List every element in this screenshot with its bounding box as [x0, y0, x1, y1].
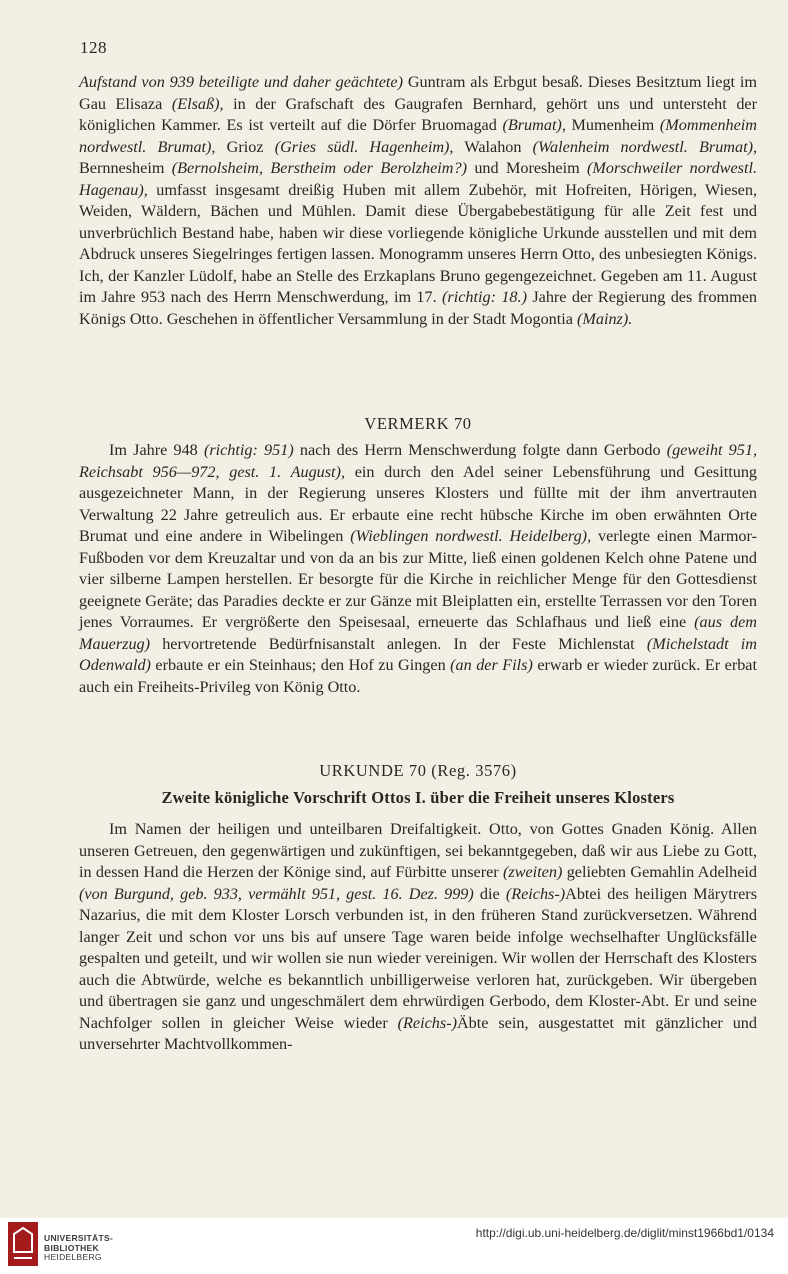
text-run: geliebten Gemahlin Adelheid: [562, 863, 757, 881]
page-number: 128: [80, 38, 107, 57]
paragraph: [79, 819, 757, 1056]
section-heading-vermerk: VERMERK 70: [364, 414, 472, 433]
italic-annotation: (aus dem Mauerzug): [79, 613, 757, 653]
italic-annotation: (von Burgund, geb. 933, vermählt 951, gest. 16. Dez. 999): [79, 884, 474, 903]
italic-annotation: (richtig: 18.): [442, 288, 527, 306]
text-run: ein durch den Adel seiner Lebensführung und Gesittung ausgezeichneter Mann, in der Regierung unseres Klosters und füllte mit der ihm anvertrauten Verwaltung 22 Jahre getreulich aus. Er erbaute eine recht hübsche Kirche im oben erwähnten Orte Brumat und eine andere in Wibelingen: [79, 462, 758, 545]
library-name-line3: HEIDELBERG: [44, 1252, 102, 1262]
text-run: hervortretende Bedürfnisanstalt anlegen. In der Feste Michlenstat: [150, 634, 647, 653]
italic-annotation: (Morschweiler nordwestl. Hagenau),: [79, 159, 757, 199]
paragraph: [79, 72, 757, 330]
section-title: Zweite königliche Vorschrift Ottos I. über die Freiheit unseres Klosters: [161, 788, 675, 807]
paragraph: [79, 440, 757, 698]
italic-annotation: (geweiht 951, Reichsabt 956—972, gest. 1. August),: [79, 441, 757, 481]
italic-annotation: (richtig: 951): [203, 441, 294, 459]
text-paragraph-charter-end: [79, 72, 757, 330]
library-name-line1: UNIVERSITÄTS-: [44, 1233, 114, 1243]
italic-annotation: (Wieblingen nordwestl. Heidelberg),: [350, 527, 592, 545]
text-run: Grioz: [215, 137, 275, 156]
text-run: in der Grafschaft des Gaugrafen Bernhard, gehört uns und untersteht der königlichen Kammer. Es ist verteilt auf die Dörfer Bruomagad: [79, 94, 757, 134]
italic-annotation: (Elsaß),: [171, 94, 224, 113]
text-run: verlegte einen Marmor-Fußboden vor dem Kreuzaltar und von da an bis zur Mitte, ließ einen goldenen Kelch ohne Patene und vier silberne Lampen herstellen. Er besorgte für die Kirche in reichlicher Menge für den Gottesdienst geeignete Geräte; das Paradies deckte er zur Gänze mit Bleiplatten ein, erstellte Terrassen vor den Toren jenes Vorraumes. Er vergrößerte den Speisesaal, erneuerte das Schlafhaus und ließ eine: [79, 527, 757, 631]
italic-annotation: (Reichs-): [397, 1013, 457, 1032]
text-run: Im Jahre 948: [109, 441, 204, 459]
text-run: Im Namen der heiligen und unteilbaren Dreifaltigkeit. Otto, von Gottes Gnaden König. Allen unseren Getreuen, den gegenwärtigen und zukünftigen, sei bekanntgegeben, daß wir aus Liebe zu Gott, in dessen Hand die Herzen der Könige sind, auf Fürbitte unserer: [79, 820, 757, 881]
text-run: Guntram als Erbgut besaß. Dieses Besitztum liegt im Gau Elisaza: [79, 73, 757, 113]
source-url-link[interactable]: http://digi.ub.uni-heidelberg.de/diglit/minst1966bd1/0134: [475, 1226, 774, 1240]
library-name-line2: BIBLIOTHEK: [44, 1242, 99, 1253]
text-run: Bernnesheim: [79, 159, 172, 177]
italic-annotation: (Walenheim nordwestl. Brumat),: [532, 137, 758, 156]
library-name: [44, 1234, 113, 1263]
text-run: Jahre der Regierung des frommen Königs Otto. Geschehen in öffentlicher Versammlung in der Stadt Mogontia: [79, 288, 757, 328]
text-run: erwarb er wieder zurück. Er erbat auch ein Freiheits-Privileg von König Otto.: [79, 656, 757, 696]
text-run: die: [473, 884, 506, 903]
text-run: Walahon: [453, 137, 533, 156]
italic-annotation: (an der Fils): [450, 656, 533, 674]
text-run: Abtei des heiligen Märytrers Nazarius, die mit dem Kloster Lorsch verbunden ist, in den früheren Stand zurückversetzen. Während langer Zeit und schon vor uns bis auf unsere Tage waren beide infolge wechselhafter Unglücksfälle gespalten und geteilt, und wir wollen sie nun wieder vereinigen. Wir wollen der Herrschaft des Klosters auch die Abtwürde, welche es bekanntlich unbilligerweise verloren hat, zurückgeben. Wir übergeben und übertragen sie ganz und ungeschmälert dem ehrwürdigen Gerbodo, dem Kloster-Abt. Er und seine Nachfolger sollen in gleicher Weise wieder: [79, 884, 758, 1032]
italic-annotation: (Mainz).: [576, 309, 633, 328]
italic-annotation: (Mommenheim nordwestl. Brumat),: [79, 116, 757, 156]
text-run: und Moresheim: [466, 159, 588, 177]
text-run: nach des Herrn Menschwerdung folgte dann Gerbodo: [293, 441, 667, 459]
italic-annotation: (Bernolsheim, Berstheim oder Berolzheim?): [171, 159, 467, 177]
section-heading-urkunde: URKUNDE 70 (Reg. 3576): [319, 761, 517, 780]
library-logo-icon: [8, 1222, 38, 1266]
italic-annotation: (Reichs-): [505, 884, 566, 903]
italic-annotation: (Brumat),: [502, 116, 566, 134]
text-run: Äbte sein, ausgestattet mit gänzlicher und unversehrter Machtvollkommen-: [79, 1013, 757, 1053]
text-paragraph-urkunde: [79, 819, 757, 1056]
digitization-footer: [0, 1218, 788, 1274]
text-run: erbaute er ein Steinhaus; den Hof zu Gingen: [150, 656, 451, 674]
italic-annotation: (zweiten): [503, 863, 563, 881]
italic-annotation: (Gries südl. Hagenheim),: [274, 137, 454, 156]
text-run: Mumenheim: [565, 116, 660, 134]
text-run: umfasst insgesamt dreißig Huben mit allem Zubehör, mit Hofreiten, Hörigen, Wiesen, Weiden, Wäldern, Bächen und Mühlen. Damit diese Übergabebestätigung für alle Zeit fest und unverbrüchlich Bestand habe, haben wir diese vorliegende königliche Urkunde ausstellen und mit dem Abdruck unseres Siegelringes fertigen lassen. Monogramm unseres Herrn Otto, des unbesiegten Königs. Ich, der Kanzler Lüdolf, habe an Stelle des Erzkaplans Bruno gegengezeichnet. Gegeben am 11. August im Jahre 953 nach des Herrn Menschwerdung, im 17.: [79, 180, 757, 306]
italic-annotation: Aufstand von 939 beteiligte und daher geächtete): [79, 73, 404, 91]
text-paragraph-vermerk: [79, 440, 757, 698]
italic-annotation: (Michelstadt im Odenwald): [79, 634, 757, 674]
